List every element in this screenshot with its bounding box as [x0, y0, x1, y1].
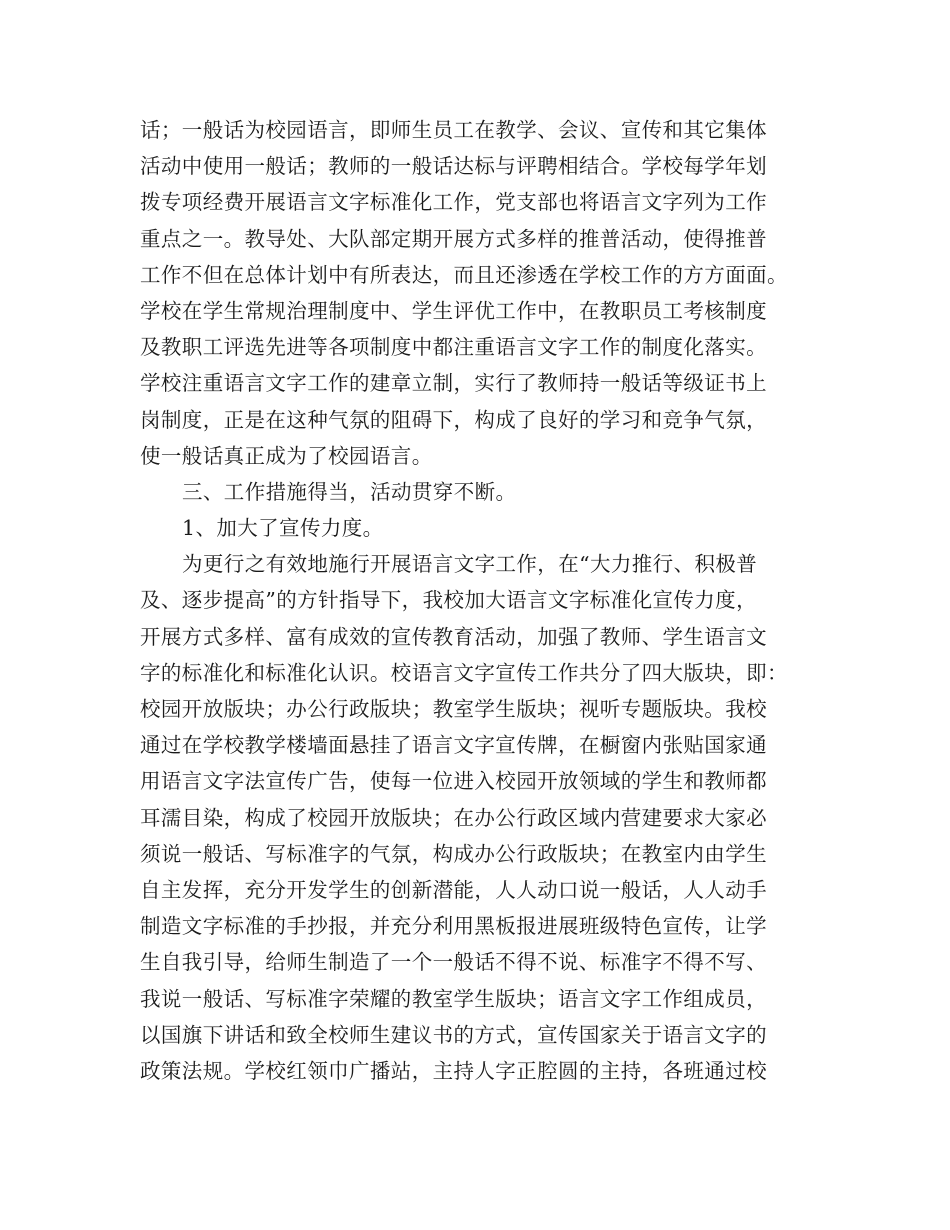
text-line: 制造文字标准的手抄报，并充分利用黑板报进展班级特色宣传，让学 — [140, 914, 767, 939]
text-line: 重点之一。教导处、大队部定期开展方式多样的推普活动，使得推普 — [140, 226, 767, 251]
text-line: 耳濡目染，构成了校园开放版块；在办公行政区域内营建要求大家必 — [140, 805, 767, 830]
section-heading: 三、工作措施得当，活动贯穿不断。 — [182, 479, 517, 504]
text-line: 及、逐步提高”的方针指导下，我校加大语言文字标准化宣传力度， — [140, 588, 757, 613]
text-line: 生自我引导，给师生制造了一个一般话不得不说、标准字不得不写、 — [140, 950, 767, 975]
document-body — [140, 112, 820, 1089]
text-line: 校园开放版块；办公行政版块；教室学生版块；视听专题版块。我校 — [140, 697, 767, 721]
text-line: 用语言文字法宣传广告，使每一位进入校园开放领域的学生和教师都 — [140, 769, 767, 794]
text-line: 及教职工评选先进等各项制度中都注重语言文字工作的制度化落实。 — [140, 335, 767, 360]
text-line: 我说一般话、写标准字荣耀的教室学生版块；语言文字工作组成员， — [140, 986, 767, 1011]
text-line: 拨专项经费开展语言文字标准化工作，党支部也将语言文字列为工作 — [140, 190, 767, 215]
text-line: 字的标准化和标准化认识。校语言文字宣传工作共分了四大版块，即： — [140, 660, 788, 685]
text-line: 学校在学生常规治理制度中、学生评优工作中，在教职员工考核制度 — [140, 298, 767, 323]
text-line: 政策法规。学校红领巾广播站，主持人字正腔圆的主持，各班通过校 — [140, 1058, 767, 1083]
text-line: 开展方式多样、富有成效的宣传教育活动，加强了教师、学生语言文 — [140, 624, 767, 649]
text-line: 须说一般话、写标准字的气氛，构成办公行政版块；在教室内由学生 — [140, 841, 767, 866]
text-line: 岗制度，正是在这种气氛的阻碍下，构成了良好的学习和竞争气氛， — [140, 407, 767, 432]
text-line: 通过在学校教学楼墙面悬挂了语言文字宣传牌，在橱窗内张贴国家通 — [140, 733, 767, 758]
text-line: 活动中使用一般话；教师的一般话达标与评聘相结合。学校每学年划 — [140, 154, 767, 179]
text-line: 话；一般话为校园语言，即师生员工在教学、会议、宣传和其它集体 — [140, 118, 767, 142]
text-line: 学校注重语言文字工作的建章立制，实行了教师持一般话等级证书上 — [140, 371, 767, 396]
paragraph-start-line: 为更行之有效地施行开展语言文字工作，在“大力推行、积极普 — [182, 552, 758, 577]
text-line: 自主发挥，充分开发学生的创新潜能，人人动口说一般话，人人动手 — [140, 877, 767, 902]
text-line: 以国旗下讲话和致全校师生建议书的方式，宣传国家关于语言文字的 — [140, 1022, 767, 1047]
text-line: 使一般话真正成为了校园语言。 — [140, 443, 433, 468]
subsection-heading: 1、加大了宣传力度。 — [182, 516, 384, 541]
text-line: 工作不但在总体计划中有所表达，而且还渗透在学校工作的方方面面。 — [140, 262, 788, 287]
